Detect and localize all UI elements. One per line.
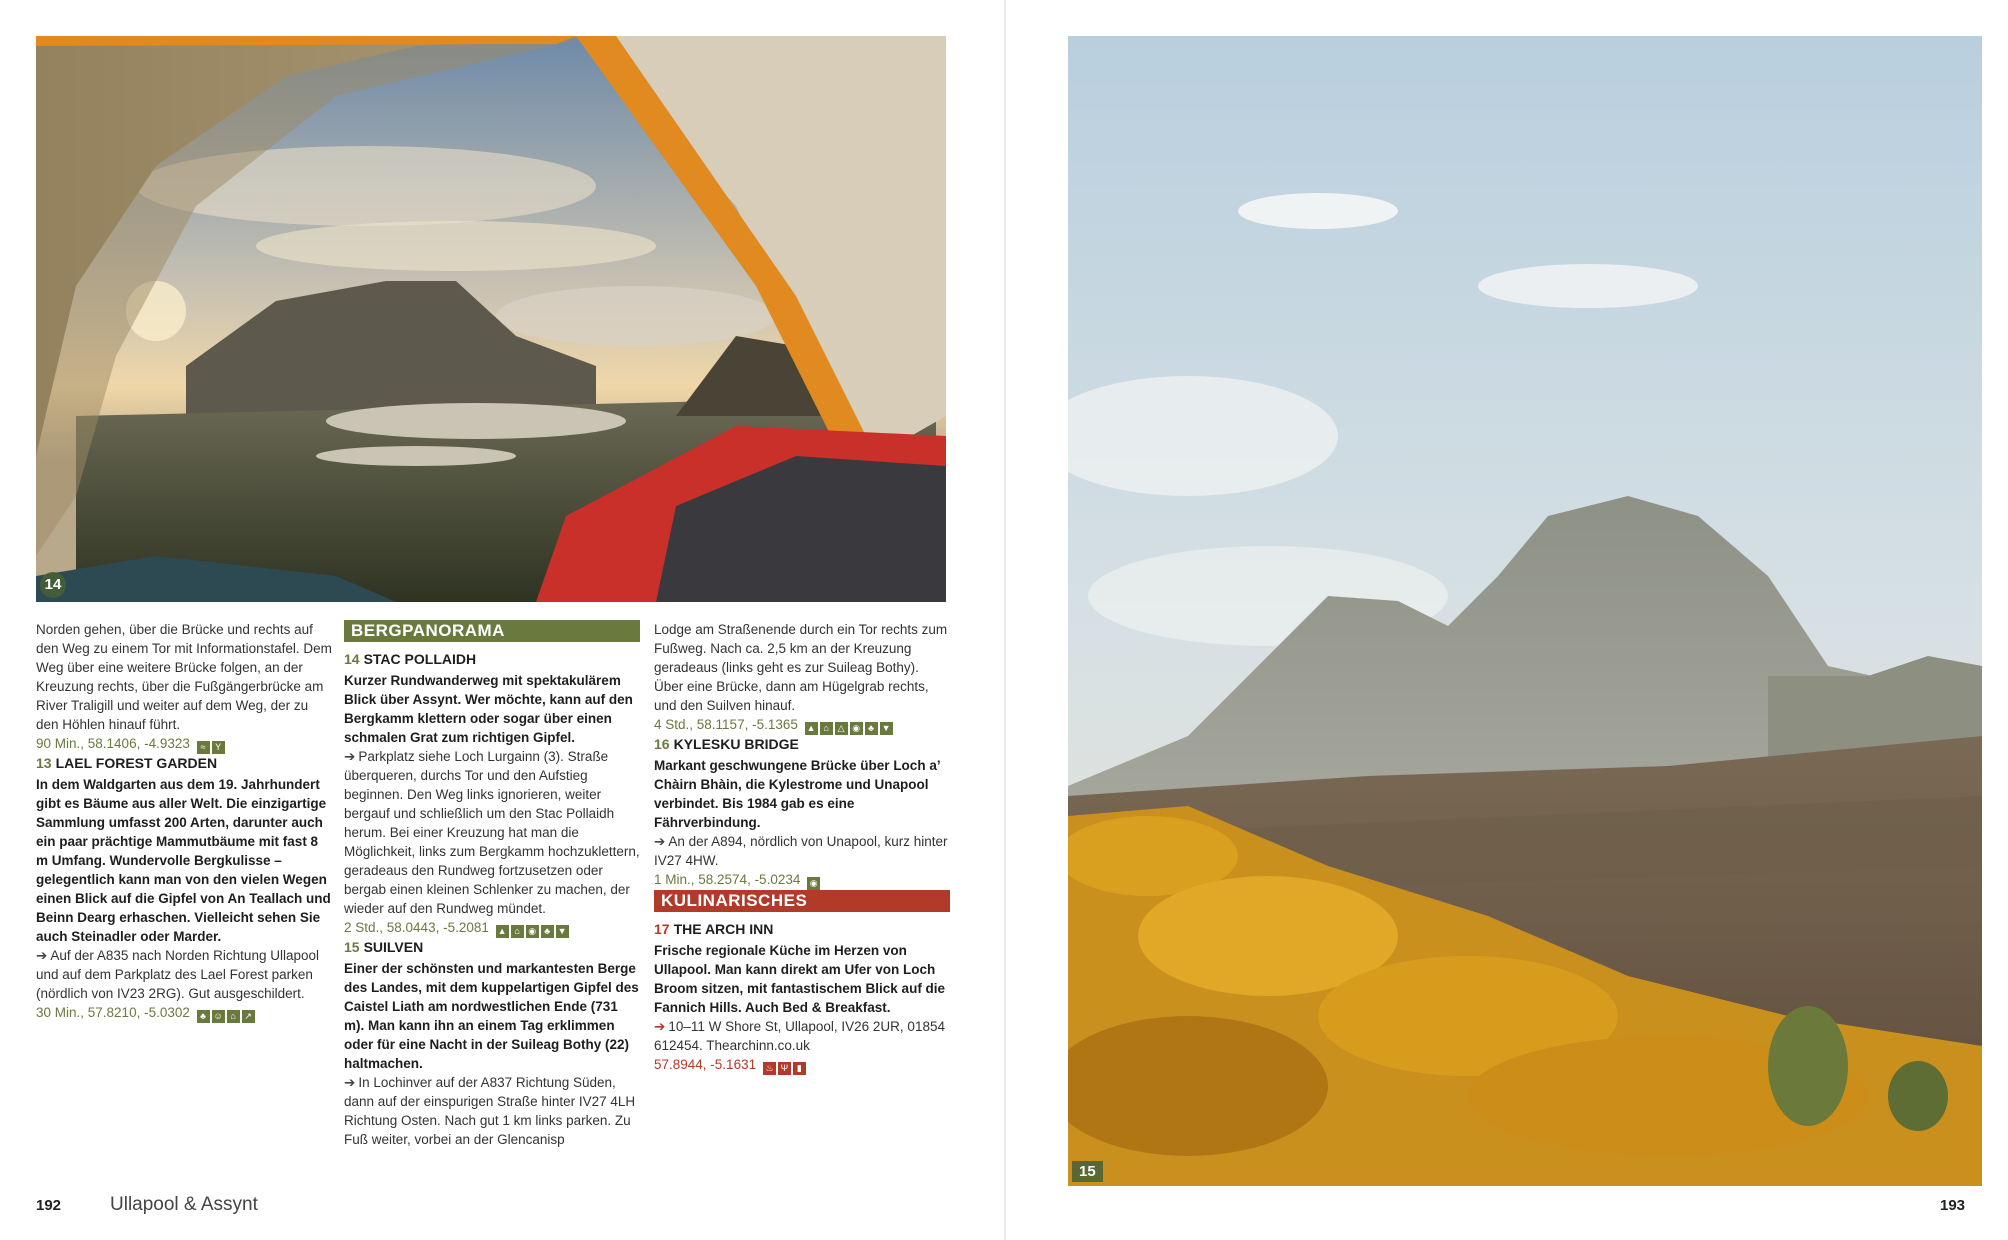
summit-icon: ▼ — [880, 722, 893, 735]
entry-13-icons — [197, 1010, 255, 1023]
photo-tent-view — [36, 36, 946, 602]
arrow-icon: ➔ — [344, 749, 356, 764]
arrow-icon: ➔ — [654, 834, 666, 849]
entry-17-meta-text: 57.8944, -5.1631 — [654, 1057, 757, 1072]
photo-number-badge: 15 — [1072, 1161, 1103, 1182]
suilven-scene-illustration — [1068, 36, 1982, 1186]
entry-17-number: 17 — [654, 921, 670, 937]
food-icon: ♨ — [763, 1062, 776, 1075]
entry-13-title — [36, 754, 332, 773]
continued-text: Lodge am Straßenende durch ein Tor rechts zum Fußweg. Nach ca. 2,5 km an der Kreuzung geradeaus (links geht es zur Suileag Bothy). Über eine Brücke, dann am Hügelgrab rechts, und den Suilven hinauf. — [654, 622, 948, 713]
entry-16-directions — [654, 832, 950, 870]
text-column-1 — [36, 620, 332, 1023]
family-icon: ☺ — [213, 1011, 223, 1021]
entry-15-description: Einer der schönsten und markantesten Berge des Landes, mit dem kuppelartigen Gipfel des Caistel Liath am nordwestlichen Ende (731 m). Man kann ihn an einem Tag erklimmen oder für eine Nacht in der Suileag Bothy (22) haltmachen. — [344, 961, 639, 1071]
entry-17-title — [654, 920, 950, 939]
entry-16-title — [654, 735, 950, 754]
entry-17-directions — [654, 1017, 950, 1055]
summit-icon: ▲ — [805, 722, 818, 735]
entry-13-description: In dem Waldgarten aus dem 19. Jahrhundert gibt es Bäume aus aller Welt. Die einzigartige Sammlung umfasst 200 Arten, darunter auch ein paar prächtige Mammutbäume mit fast 8 m Umfang. Wundervolle Bergkulisse – gelegentlich kann man von den vielen Wegen einen Blick auf die Gipfel von An Teallach und Beinn Dearg erhaschen. Vielleicht sehen Sie auch Steinadler oder Marder. — [36, 777, 331, 944]
entry-16-description: Markant geschwungene Brücke über Loch a’ Chàirn Bhàin, die Kylestrome und Unapool verbindet. Bis 1984 gab es eine Fährverbindung. — [654, 758, 940, 830]
arrow-icon: ➔ — [36, 948, 48, 963]
entry-14-icons — [496, 925, 569, 938]
summit-icon: ▼ — [556, 925, 569, 938]
tent-scene-illustration — [36, 36, 946, 602]
entry-13-directions — [36, 946, 332, 1003]
intro-text: Norden gehen, über die Brücke und rechts auf den Weg zu einem Tor mit Informationstafel. Dem Weg über eine weitere Brücke folgen, an der Kreuzung rechts, über die Fußgängerbrücke am River Traligill und weiter auf dem Weg, der zu den Höhlen hinauf führt. — [36, 622, 332, 732]
entry-15-directions-text: In Lochinver auf der A837 Richtung Süden, dann auf der einspurigen Straße hinter IV27 4LH Richtung Osten. Nach gut 1 km links parken. Zu Fuß weiter, vorbei an der Glencanisp — [344, 1075, 636, 1147]
tree-icon: ♣ — [197, 1010, 210, 1023]
book-spine — [1004, 0, 1006, 1240]
entry-17-description: Frische regionale Küche im Herzen von Ullapool. Man kann direkt am Ufer von Loch Broom sitzen, mit fantastischem Blick auf die Fannich Hills. Auch Bed & Breakfast. — [654, 943, 946, 1015]
walk-icon: ↗ — [242, 1010, 255, 1023]
continued-meta-text: 4 Std., 58.1157, -5.1365 — [654, 717, 798, 732]
entry-13-meta-text: 30 Min., 57.8210, -5.0302 — [36, 1005, 190, 1020]
entry-14-name: STAC POLLAIDH — [363, 651, 477, 667]
entry-14-directions-text: Parkplatz siehe Loch Lurgainn (3). Straße überqueren, durchs Tor und den Aufstieg beginnen. Den Weg links ignorieren, weiter bergauf und schließlich um den Stac Pollaidh herum. Bei einer Kreuzung hat man die Möglichkeit, links zum Bergkamm hochzuklettern, geradeaus den Rundweg fortzusetzen oder bergab einen kleinen Schlenker zu machen, der wieder auf den Rundweg mündet. — [344, 749, 640, 916]
entry-13-directions-text: Auf der A835 nach Norden Richtung Ullapool und auf dem Parkplatz des Lael Forest parken (nördlich von IV23 2RG). Gut ausgeschildert. — [36, 948, 319, 1001]
page-number-right: 193 — [1940, 1197, 1966, 1214]
entry-15-name: SUILVEN — [363, 939, 424, 955]
arrow-icon: ➔ — [654, 1019, 666, 1034]
entry-13-number: 13 — [36, 755, 52, 771]
page-number-left: 192 — [36, 1197, 62, 1214]
photo-number-badge: 14 — [40, 572, 66, 598]
arrow-icon: ➔ — [344, 1075, 356, 1090]
pub-icon: Ψ — [778, 1062, 791, 1075]
entry-14-meta-text: 2 Std., 58.0443, -5.2081 — [344, 920, 489, 935]
entry-14-title — [344, 650, 640, 669]
entry-16-meta-text: 1 Min., 58.2574, -5.0234 — [654, 872, 801, 887]
section-bergpanorama: BERGPANORAMA — [344, 620, 640, 642]
swim-icon: ≈ — [197, 741, 210, 754]
summit-icon: ▲ — [496, 925, 509, 938]
picnic-icon: ⌂ — [227, 1010, 240, 1023]
entry-16-directions-text: An der A894, nördlich von Unapool, kurz hinter IV27 4HW. — [654, 834, 948, 868]
entry-16-name: KYLESKU BRIDGE — [673, 736, 799, 752]
entry-14-description: Kurzer Rundwanderweg mit spektakulärem Blick über Assynt. Wer möchte, kann auf den Bergkamm klettern oder sogar über einen schmalen Grat zum richtigen Gipfel. — [344, 673, 633, 745]
intro-meta — [36, 734, 332, 754]
entry-15-title — [344, 938, 640, 957]
bothy-icon: ⌂ — [820, 722, 833, 735]
tree-icon: ♣ — [541, 925, 554, 938]
tree-icon: ♣ — [865, 722, 878, 735]
intro-meta-text: 90 Min., 58.1406, -4.9323 — [36, 736, 190, 751]
entry-14-meta — [344, 918, 640, 938]
view-icon: ◉ — [526, 925, 539, 938]
entry-13-meta — [36, 1003, 332, 1023]
entry-16-number: 16 — [654, 736, 670, 752]
continued-meta — [654, 715, 950, 735]
entry-15-directions — [344, 1073, 640, 1149]
camp-icon: ⌂ — [511, 925, 524, 938]
entry-17-meta — [654, 1055, 950, 1075]
text-column-2 — [344, 620, 640, 1149]
entry-14-directions — [344, 747, 640, 918]
entry-15-number: 15 — [344, 939, 360, 955]
intro-icons — [197, 741, 225, 754]
bed-icon: ▮ — [793, 1062, 806, 1075]
view-icon: ◉ — [850, 722, 863, 735]
entry-16-meta — [654, 870, 950, 890]
camp-icon: △ — [835, 722, 848, 735]
entry-17-directions-text: 10–11 W Shore St, Ullapool, IV26 2UR, 01854 612454. Thearchinn.co.uk — [654, 1019, 945, 1053]
entry-14-number: 14 — [344, 651, 360, 667]
entry-13-name: LAEL FOREST GARDEN — [55, 755, 218, 771]
continued-icons — [805, 722, 893, 735]
entry-17-icons — [763, 1062, 806, 1075]
photo-suilven — [1068, 36, 1982, 1186]
running-title: Ullapool & Assynt — [110, 1194, 258, 1215]
section-kulinarisches: KULINARISCHES — [654, 890, 950, 912]
entry-17-name: THE ARCH INN — [673, 921, 774, 937]
wildlife-icon: Y — [212, 741, 225, 754]
text-column-3 — [654, 620, 950, 1075]
entry-16-icons — [807, 877, 820, 890]
view-icon: ◉ — [807, 877, 820, 890]
